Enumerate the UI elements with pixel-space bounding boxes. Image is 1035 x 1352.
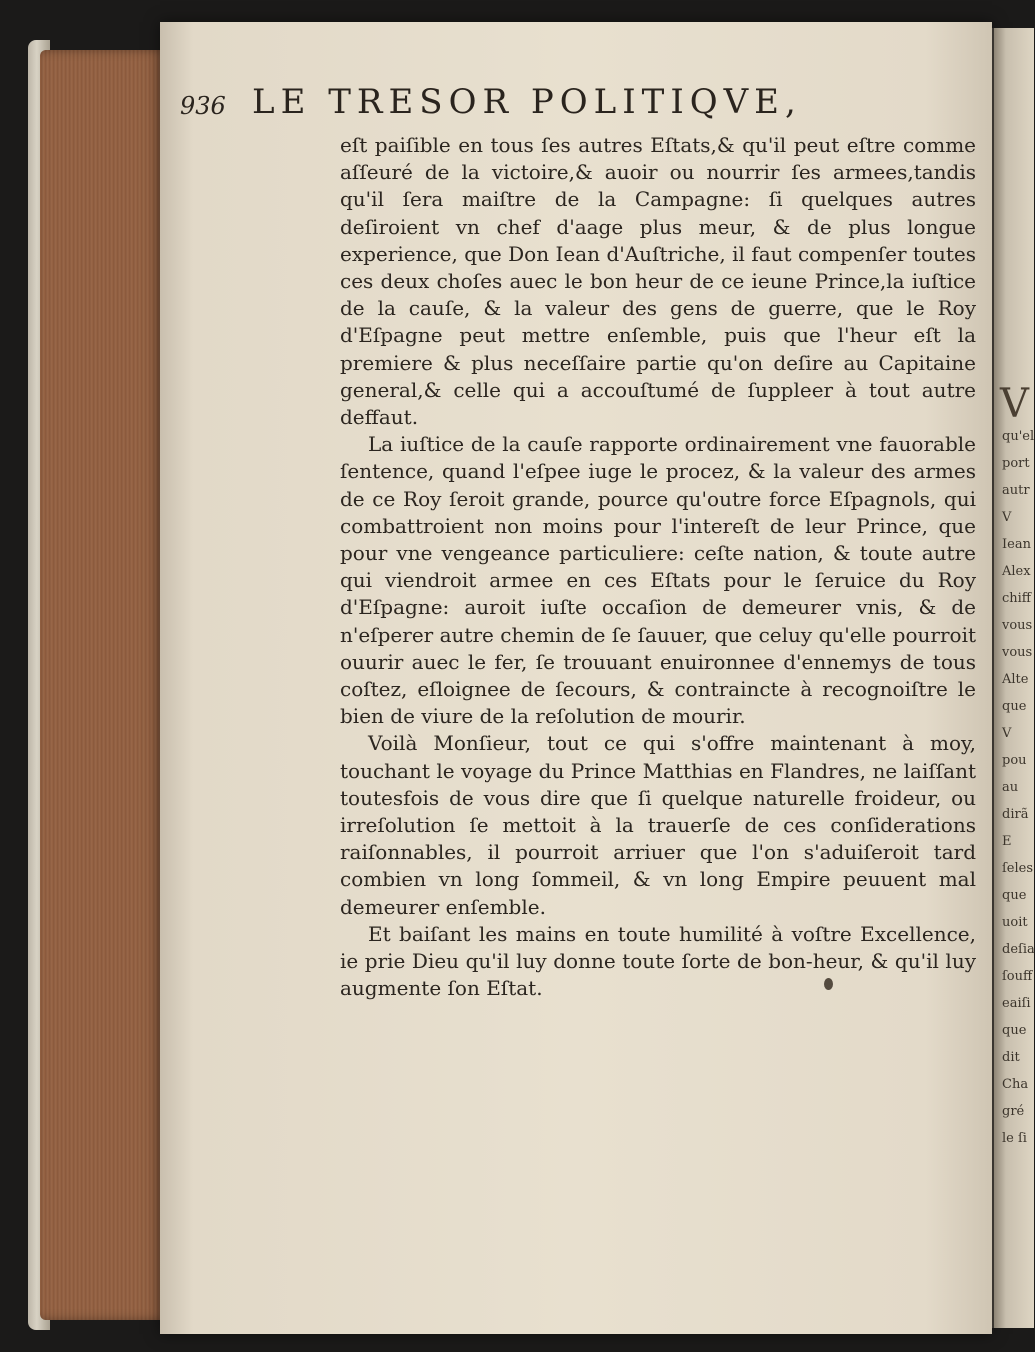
facing-fragment: vous (1002, 618, 1033, 633)
facing-fragment: ſouff (1002, 969, 1033, 984)
facing-fragment: dirã (1002, 807, 1029, 822)
facing-fragment: V (1002, 726, 1012, 741)
facing-fragment: au (1002, 780, 1019, 795)
running-head: LE TRESOR POLITIQVE, (252, 82, 802, 122)
paragraph: La iuſtice de la cauſe rapporte ordinairement vne fauorable ſentence, quand l'eſpee iuge le procez, & la valeur des armes de ce Roy ſeroit grande, pource qu'outre force Eſpagnols, qui combattroient non moins pour l'intereſt de leur Prince, que pour vne vengeance particuliere: ceſte nation, & toute autre qui viendroit armee en ces Eſtats pour le ſeruice du Roy d'Eſpagne: auroit iuſte occaſion de demeurer vnis, & de n'eſperer autre chemin de ſe ſauuer, que celuy qu'elle pourroit ouurir auec le fer, ſe trouuant enuironnee d'ennemys de tous coſtez, eſloignee de ſecours, & contraincte à recognoiſtre le bien de viure de la reſolution de mourir. (340, 432, 976, 729)
facing-fragment: port (1002, 456, 1030, 471)
facing-fragment: eaiſi (1002, 996, 1031, 1011)
ink-speck (824, 978, 833, 990)
body-text (340, 132, 976, 1003)
facing-fragment: autr (1002, 483, 1030, 498)
facing-fragment: que (1002, 699, 1027, 714)
facing-fragment: que (1002, 1023, 1027, 1038)
paragraph: Voilà Monſieur, tout ce qui s'offre maintenant à moy, touchant le voyage du Prince Matthias en Flandres, ne laiſſant toutesfois de vous dire que ſi quelque naturelle froideur, ou irreſolution ſe mettoit à la trauerſe de ces conſiderations raiſonnables, il pourroit arriuer que l'on s'aduiſeroit tard combien vn long ſommeil, & vn long Empire peuuent mal demeurer enſemble. (340, 731, 976, 919)
paragraph: Et baiſant les mains en toute humilité à voſtre Excellence, ie prie Dieu qu'il luy donne toute ſorte de bon-heur, & qu'il luy augmente ſon Eſtat. (340, 921, 976, 1001)
facing-fragment: V (1002, 510, 1012, 525)
facing-fragment: Iean (1002, 537, 1031, 552)
facing-fragment: qu'el (1002, 429, 1035, 444)
facing-drop-initial: V (1000, 381, 1029, 427)
paragraph: eſt paiſible en tous ſes autres Eſtats,& qu'il peut eſtre comme aſſeuré de la victoire,& auoir ou nourrir ſes armees,tandis qu'il ſera maiſtre de la Campagne: ſi quelques autres deſiroient vn chef d'aage plus meur, & de plus longue experience, que Don Iean d'Auſtriche, il faut compenſer toutes ces deux choſes auec le bon heur de ce ieune Prince,la iuſtice de la cauſe, & la valeur des gens de guerre, que le Roy d'Eſpagne peut mettre enſemble, puis que l'heur eſt la premiere & plus neceſſaire partie qu'on deſire au Capitaine general,& celle qui a accouſtumé de ſuppleer à tout autre deffaut. (340, 133, 976, 430)
facing-fragment: dit (1002, 1050, 1020, 1065)
facing-fragment: que (1002, 888, 1027, 903)
facing-fragment: E (1002, 834, 1012, 849)
page-header (180, 80, 940, 130)
facing-fragment: le ſi (1002, 1131, 1027, 1146)
facing-fragment: vous (1002, 645, 1033, 660)
facing-fragment: gré (1002, 1104, 1025, 1119)
facing-fragment: Cha (1002, 1077, 1029, 1092)
facing-fragment: deſia (1002, 942, 1035, 957)
facing-fragment: Alte (1002, 672, 1029, 687)
facing-page-fragments (994, 430, 1034, 1146)
facing-page-strip (992, 28, 1034, 1328)
page-fore-edge (40, 50, 168, 1320)
facing-fragment: Alex (1002, 564, 1031, 579)
facing-fragment: uoit (1002, 915, 1028, 930)
facing-fragment: chiff (1002, 591, 1032, 606)
facing-fragment: ſeles (1002, 861, 1034, 876)
page-number: 936 (180, 92, 226, 120)
facing-fragment: pou (1002, 753, 1027, 768)
